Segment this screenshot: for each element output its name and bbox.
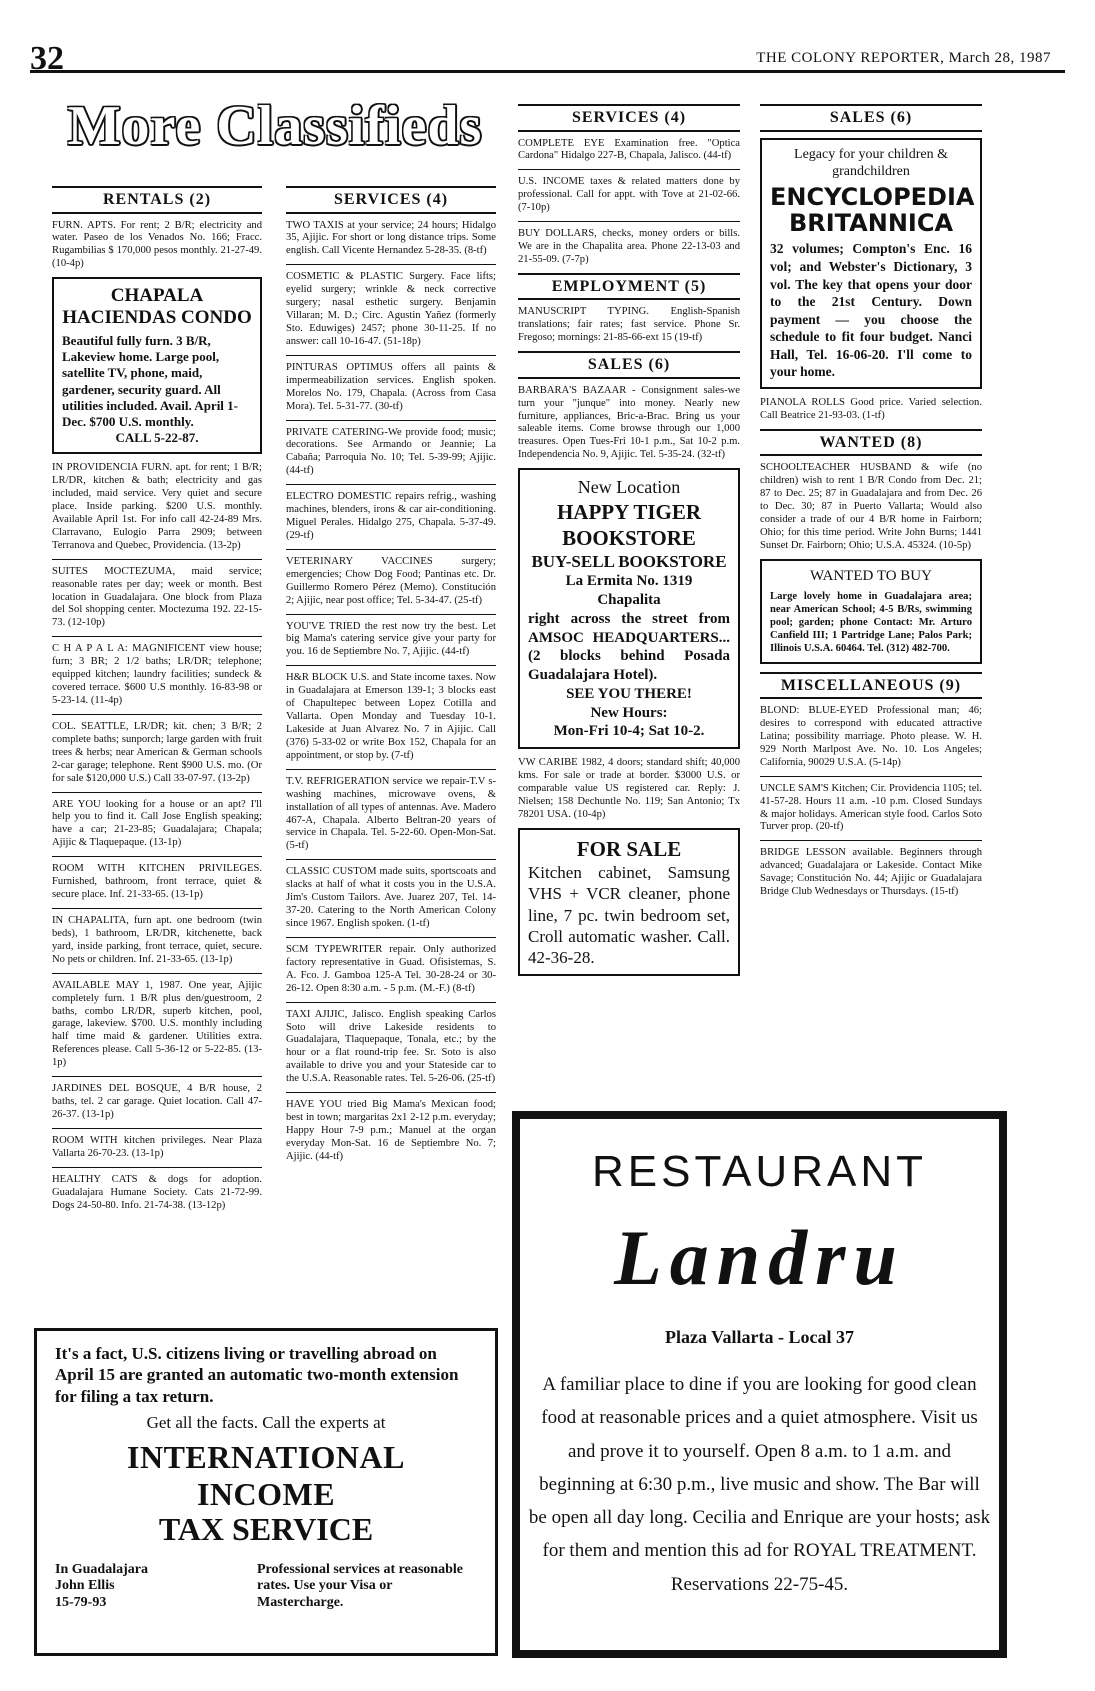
box-title: CHAPALA HACIENDAS CONDO (62, 285, 252, 329)
classified-ad: MANUSCRIPT TYPING. English-Spanish translations; fair rates; fast service. Phone Sr. Fregoso; mornings: 21-85-66-ext 15 (19-tf) (518, 306, 740, 344)
chapala-condo-box (52, 277, 262, 454)
classified-ad: SUITES MOCTEZUMA, maid service; reasonable rates per day; week or month. Best location in Guadalajara. One block from Plaza del Sol shopping center. Moctezuma 192. 22-15-73. (12-10p) (52, 565, 262, 629)
restaurant-reservations: Reservations 22-75-45. (670, 1573, 849, 1595)
column-sales-wanted-misc (760, 98, 982, 905)
services-heading: SERVICES (4) (286, 186, 496, 214)
ad-separator (52, 908, 262, 909)
tax-call: Get all the facts. Call the experts at (146, 1412, 386, 1432)
ency-title: ENCYCLOPEDIA BRITANNICA (770, 182, 975, 238)
ad-separator (518, 169, 740, 170)
tax-intro: It's a fact, U.S. citizens living or travelling abroad on April 15 are granted an automatic two-month extension for filing a tax return. (55, 1344, 459, 1406)
classified-ad: BLOND: BLUE-EYED Professional man; 46; desires to correspond with educated attractive Latina; possibility marriage. Photo please. W. H. 929 North Marlpost Ave. No. 10. Los Angeles; California, 90029 U.S.A. (5-14p) (760, 705, 982, 768)
classified-ad: ROOM WITH kitchen privileges. Near Plaza Vallarta 26-70-23. (13-1p) (52, 1134, 262, 1159)
ad-separator (52, 792, 262, 793)
classified-ad: COSMETIC & PLASTIC Surgery. Face lifts; eyelid surgery; wrinkle & neck corrective surgery; nasal esthetic surgery. Benjamin Villaran; M. D.; Circ. Agustin Yañez (formerly Sto. Eduwiges) 2457; phone 30-11-25. If no answer: call 10-16-47. (51-18p) (286, 271, 496, 347)
ad-separator (286, 769, 496, 770)
sale-body: Kitchen cabinet, Samsung VHS + VCR cleaner, phone line, 7 pc. twin bedroom set, Croll automatic washer. Call. 42-36-28. (528, 863, 730, 968)
classified-ad: HEALTHY CATS & dogs for adoption. Guadalajara Humane Society. Cats 21-72-99. Dogs 24-50-80. Info. 21-74-38. (13-12p) (52, 1173, 262, 1211)
classified-ad: UNCLE SAM'S Kitchen; Cir. Providencia 1105; tel. 41-57-28. Hours 11 a.m. -10 p.m. Closed Sundays & major holidays. American style food. Carlos Soto Turver prop. (20-tf) (760, 782, 982, 833)
sales-heading: SALES (6) (760, 104, 982, 132)
tax-subtitle: TAX SERVICE (158, 1511, 374, 1548)
column-services (286, 180, 496, 1170)
tax-person: John Ellis (55, 1578, 115, 1594)
classified-ad: HAVE YOU tried Big Mama's Mexican food; best in town; margaritas 2x1 2-12 p.m. everyday; Happy Hour 7-9 p.m.; Manuel at the organ everyday Mon-Sat. 16 de Septiembre No. 7; Ajijic. (44-tf) (286, 1099, 496, 1162)
tax-title: INTERNATIONAL INCOME (127, 1438, 405, 1512)
classified-ad: IN PROVIDENCIA FURN. apt. for rent; 1 B/R; LR/DR, kitchen & bath; electricity and gas included, maid service. Very quiet and secure place. Inside parking. $200 U.S. monthly. Available April 1st. For info call 42-24-89 Mrs. Clarravano, Eulogio Parra 2909; between Terranova and Quebec, Providencia. (13-2p) (52, 462, 262, 551)
classified-ad: VW CARIBE 1982, 4 doors; standard shift; 40,000 kms. For sale or trade at border. $3000 U.S. or comparable value US registered car. Reply: J. Nielsen; 158 Dechuntle No. 119; San Antonio; Tx 78201 USA. (10-4p) (518, 757, 740, 820)
miscellaneous-heading: MISCELLANEOUS (9) (760, 672, 982, 700)
tax-rates: Professional services at reasonable rates. Use your Visa or Mastercharge. (257, 1561, 463, 1611)
ad-separator (286, 665, 496, 666)
classified-ad: VETERINARY VACCINES surgery; emergencies; Chow Dog Food; Pantinas etc. Dr. Guillermo Romero Pérez (Memo). Constitución 2; Ajijic, near post office; Tel. 5-34-47. (25-tf) (286, 555, 496, 606)
classified-ad: COL. SEATTLE, LR/DR; kit. chen; 3 B/R; 2 complete baths; sunporch; large garden with fruit trees & herbs; near American & German schools 2-car garage; telephone. Rent $900 U.S. mo. (Or for sale $120,000 U.S.) Call 33-07-97. (13-2p) (52, 720, 262, 784)
restaurant-location: Plaza Vallarta - Local 37 (665, 1327, 854, 1347)
employment-heading: EMPLOYMENT (5) (518, 273, 740, 301)
book-line: BUY-SELL BOOKSTORE (531, 552, 727, 572)
book-line: Mon-Fri 10-4; Sat 10-2. (553, 723, 705, 740)
top-rule (30, 70, 1065, 73)
box-body: Beautiful fully furn. 3 B/R, Lakeview home. Large pool, satellite TV, phone, maid, gardener, security guard. All utilities included. Avail. April 1-Dec. $700 U.S. monthly. (62, 332, 239, 430)
ad-separator (52, 856, 262, 857)
ad-separator (286, 1002, 496, 1003)
ad-separator (286, 937, 496, 938)
classified-ad: BARBARA'S BAZAAR - Consignment sales-we turn your "junque" into money. Nearly new furniture, appliances, Bric-a-Brac. Bring us your saleable items. Come browse through our 1,000 treasures. Open Tues-Fri 10-1 p.m., Sat 10-2 p.m. Independencia No. 9, Ajijic. Tel. 5-35-24. (32-tf) (518, 384, 740, 461)
ad-separator (52, 973, 262, 974)
rentals-heading: RENTALS (2) (52, 186, 262, 214)
tax-footer (55, 1562, 477, 1612)
ad-separator (286, 420, 496, 421)
classified-ad: TWO TAXIS at your service; 24 hours; Hidalgo 35, Ajijic. For short or long distance trips. Some english. Call Vicente Hernandez 5-28-35. (8-tf) (286, 219, 496, 257)
tax-contact (55, 1562, 148, 1612)
classified-ad: ELECTRO DOMESTIC repairs refrig., washing machines, blenders, irons & car air-conditioning. Miguel Perales. Hidalgo 275, Chapala. 5-37-49. (29-tf) (286, 491, 496, 541)
classified-ad: PRIVATE CATERING-We provide food; music; decorations. See Armando or Jeannie; La Cabaña; Parroquia No. 10; Tel. 5-39-99; Ajijic. (44-tf) (286, 426, 496, 477)
classified-ad: IN CHAPALITA, furn apt. one bedroom (twin beds), 1 bathroom, LR/DR, kitchenette, back yard, inside parking, front terrace, quiet, secure. No pets or children. Inf. 21-33-65. (13-1p) (52, 914, 262, 965)
classified-ad: SCHOOLTEACHER HUSBAND & wife (no children) wish to rent 1 B/R Condo from Dec. 21; 87 to Dec. 25; 87 in Guadalajara and from Dec. 26 to Dec. 30; 87 in Puerto Vallarta; Would also consider a trade of our 4 B/R home in Fairborn; Ohio; for this time period. Write John Burns; 1441 Sunset Dr. Fairborn; Ohio; U.S.A. 45324. (10-5p) (760, 462, 982, 551)
ency-body: 32 volumes; Compton's Enc. 16 vol; and Webster's Dictionary, 3 vol. The key that opens your door to the 21st Century. Down payment — you choose the schedule to fit four budget. Nanci Hall, Tel. 16-06-20. I'll come to your home. (770, 241, 972, 380)
ad-separator (52, 1128, 262, 1129)
book-line: New Hours: (590, 704, 668, 721)
sale-title: FOR SALE (576, 836, 682, 861)
classified-ad: C H A P A L A: MAGNIFICENT view house; furn; 3 BR; 2 1/2 baths; LR/DR; telephone; equipped kitchen; laundry facilities; sundeck & covered terrace. $600 U.S monthly. 16-83-98 or 5-23-14. (11-4p) (52, 643, 262, 706)
want-title: WANTED TO BUY (810, 567, 932, 584)
classified-ad: COMPLETE EYE Examination free. "Optica Cardona" Hidalgo 227-B, Chapala, Jalisco. (44-tf) (518, 137, 740, 162)
classified-ad: CLASSIC CUSTOM made suits, sportscoats and slacks at half of what it costs you in the U.S.A. Jim's Custom Tailors. Ave. Juarez 207, Tel. 14-37-20. Catering to the North American Colony since 1967. English spoken. (1-tf) (286, 866, 496, 929)
ad-separator (52, 1167, 262, 1168)
classified-ad: PINTURAS OPTIMUS offers all paints & impermeabilization services. English spoken. Morelos No. 179, Chapala. (Across from Casa Mora). Tel. 5-31-77. (30-tf) (286, 361, 496, 412)
column-rentals (52, 180, 262, 1219)
tax-city: In Guadalajara (55, 1561, 148, 1577)
book-line: Chapalita (597, 592, 661, 609)
wanted-heading: WANTED (8) (760, 429, 982, 457)
ad-separator (286, 484, 496, 485)
classified-ad: AVAILABLE MAY 1, 1987. One year, Ajijic completely furn. 1 B/R plus den/guestroom, 2 baths, combo LR/DR, superb kitchen, pool, garage, lakeview. $700. U.S. monthly including half time maid & gardener. Utilities extra. References please. Call 5-36-12 or 5-22-85. (13-1p) (52, 979, 262, 1069)
ad-separator (52, 1076, 262, 1077)
ad-separator (286, 355, 496, 356)
book-line: SEE YOU THERE! (566, 685, 692, 702)
page-number: 32 (30, 40, 64, 77)
ad-separator (286, 264, 496, 265)
classified-ad: TAXI AJIJIC, Jalisco. English speaking Carlos Soto will drive Lakeside residents to Guadalajara, Tlaquepaque, Tonala, etc.; by the hour or a flat round-trip fee. Sr. Soto is also available to drive you and your Stateside car to the U.S.A. Reasonable rates. Tel. 5-26-06. (25-tf) (286, 1008, 496, 1085)
tax-service-ad (34, 1328, 498, 1656)
ad-separator (286, 549, 496, 550)
classified-ad: ARE YOU looking for a house or an apt? I'll help you to find it. Call Jose English speaking; have a car; 21-23-85; Guadalajara; Chapala; Ajijic & Tlaquepaque. (13-1p) (52, 798, 262, 849)
tax-phone: 15-79-93 (55, 1595, 107, 1611)
ad-separator (760, 776, 982, 777)
box-call: CALL 5-22-87. (115, 430, 199, 446)
classified-ad: BUY DOLLARS, checks, money orders or bills. We are in the Chapalita area. Phone 22-13-03 and 21-55-09. (7-7p) (518, 228, 740, 265)
ad-separator (286, 1092, 496, 1093)
more-classifieds-banner: More Classifieds (67, 95, 483, 157)
want-body: Large lovely home in Guadalajara area; near American School; 4-5 B/Rs, swimming pool; garden; phone Contact: Mr. Arturo Canfield III; 1 Partridge Lane; Palos Park; Illinois U.S.A. 60464. Tel. (312) 482-700. (770, 590, 972, 654)
ad-separator (760, 840, 982, 841)
ad-separator (52, 636, 262, 637)
ad-separator (52, 714, 262, 715)
classified-ad: T.V. REFRIGERATION service we repair-T.V s-washing machines, microwave ovens, & installation of all types of antennas. Ave. Madero 467-A, Chapala. Alberto Beltran-20 years of service in Chapala. Tel. 5-22-60. Open-Mon-Sat. (5-tf) (286, 775, 496, 852)
classified-ad: ROOM WITH KITCHEN PRIVILEGES. Furnished, bathroom, front terrace, quiet & secure place. Inf. 21-33-65. (13-1p) (52, 863, 262, 901)
publication-header: THE COLONY REPORTER, March 28, 1987 (756, 50, 1051, 66)
restaurant-name: Landru (614, 1214, 905, 1301)
classified-ad: BRIDGE LESSON available. Beginners through advanced; Guadalajara or Lakeside. Contact Mike Savage; Constitución No. 44; Ajijic or Guadalajara Bridge Club Wednesdays or Thursdays. (15-tf) (760, 847, 982, 898)
ad-separator (518, 221, 740, 222)
book-line: right across the street from AMSOC HEADQUARTERS... (2 blocks behind Posada Guadalajara Hotel). (528, 610, 730, 684)
book-line: New Location (577, 477, 681, 498)
book-line: La Ermita No. 1319 (565, 573, 693, 590)
classified-ad: SCM TYPEWRITER repair. Only authorized factory representative in Guad. Ofisistemas, S. A. Fco. J. Gamboa 125-A Tel. 30-28-24 or 30-26-12. Open 8:30 a.m. - 5 p.m. (M.-F.) (8-tf) (286, 943, 496, 994)
for-sale-box (518, 828, 740, 977)
ad-separator (286, 859, 496, 860)
classified-ad: JARDINES DEL BOSQUE, 4 B/R house, 2 baths, tel. 2 car garage. Quiet location. Call 47-26-37. (13-1p) (52, 1083, 262, 1120)
restaurant-landru-ad (512, 1111, 1007, 1658)
classified-ad: PIANOLA ROLLS Good price. Varied selection. Call Beatrice 21-93-03. (1-tf) (760, 396, 982, 421)
column-services-employment-sales (518, 98, 740, 984)
ency-lead: Legacy for your children & grandchildren (794, 146, 948, 179)
classified-ad: U.S. INCOME taxes & related matters done by professional. Call for appt. with Tove at 21-02-66. (7-10p) (518, 176, 740, 214)
ad-separator (286, 614, 496, 615)
restaurant-description: A familiar place to dine if you are looking for good clean food at reasonable prices and a quiet atmosphere. Visit us and prove it to yourself. Open 8 a.m. to 1 a.m. and beginning at 6:30 p.m., live music and show. The Bar will be open all day long. Cecilia and Enrique are your hosts; ask for them and mention this ad for ROYAL TREATMENT. (528, 1374, 991, 1562)
encyclopedia-box (760, 138, 982, 389)
ad-separator (52, 559, 262, 560)
book-title: HAPPY TIGER BOOKSTORE (556, 499, 702, 550)
happy-tiger-bookstore-box (518, 468, 740, 749)
restaurant-label: RESTAURANT (592, 1147, 927, 1196)
classified-ad: H&R BLOCK U.S. and State income taxes. Now in Guadalajara at Emerson 139-1; 3 blocks east of Chapultepec between Lopez Cotilla and Vallarta. Open Monday and Tuesday 10-1. Lakeside at Juan Alvarez No. 7 in Ajijic. Call (376) 5-33-02 or write Box 152, Chapala for an appointment, or stop by. (7-tf) (286, 672, 496, 761)
classified-ad: YOU'VE TRIED the rest now try the best. Let big Mama's catering service give your party for you. 16 de Septiembre No. 7, Ajijic. (44-tf) (286, 620, 496, 658)
services-heading: SERVICES (4) (518, 104, 740, 132)
wanted-to-buy-box (760, 559, 982, 664)
classified-ad: FURN. APTS. For rent; 2 B/R; electricity and water. Paseo de los Venados No. 166; Fracc. Rugambilias $ 170,000 pesos monthly. 21-27-49. (10-4p) (52, 219, 262, 270)
sales-heading: SALES (6) (518, 351, 740, 379)
